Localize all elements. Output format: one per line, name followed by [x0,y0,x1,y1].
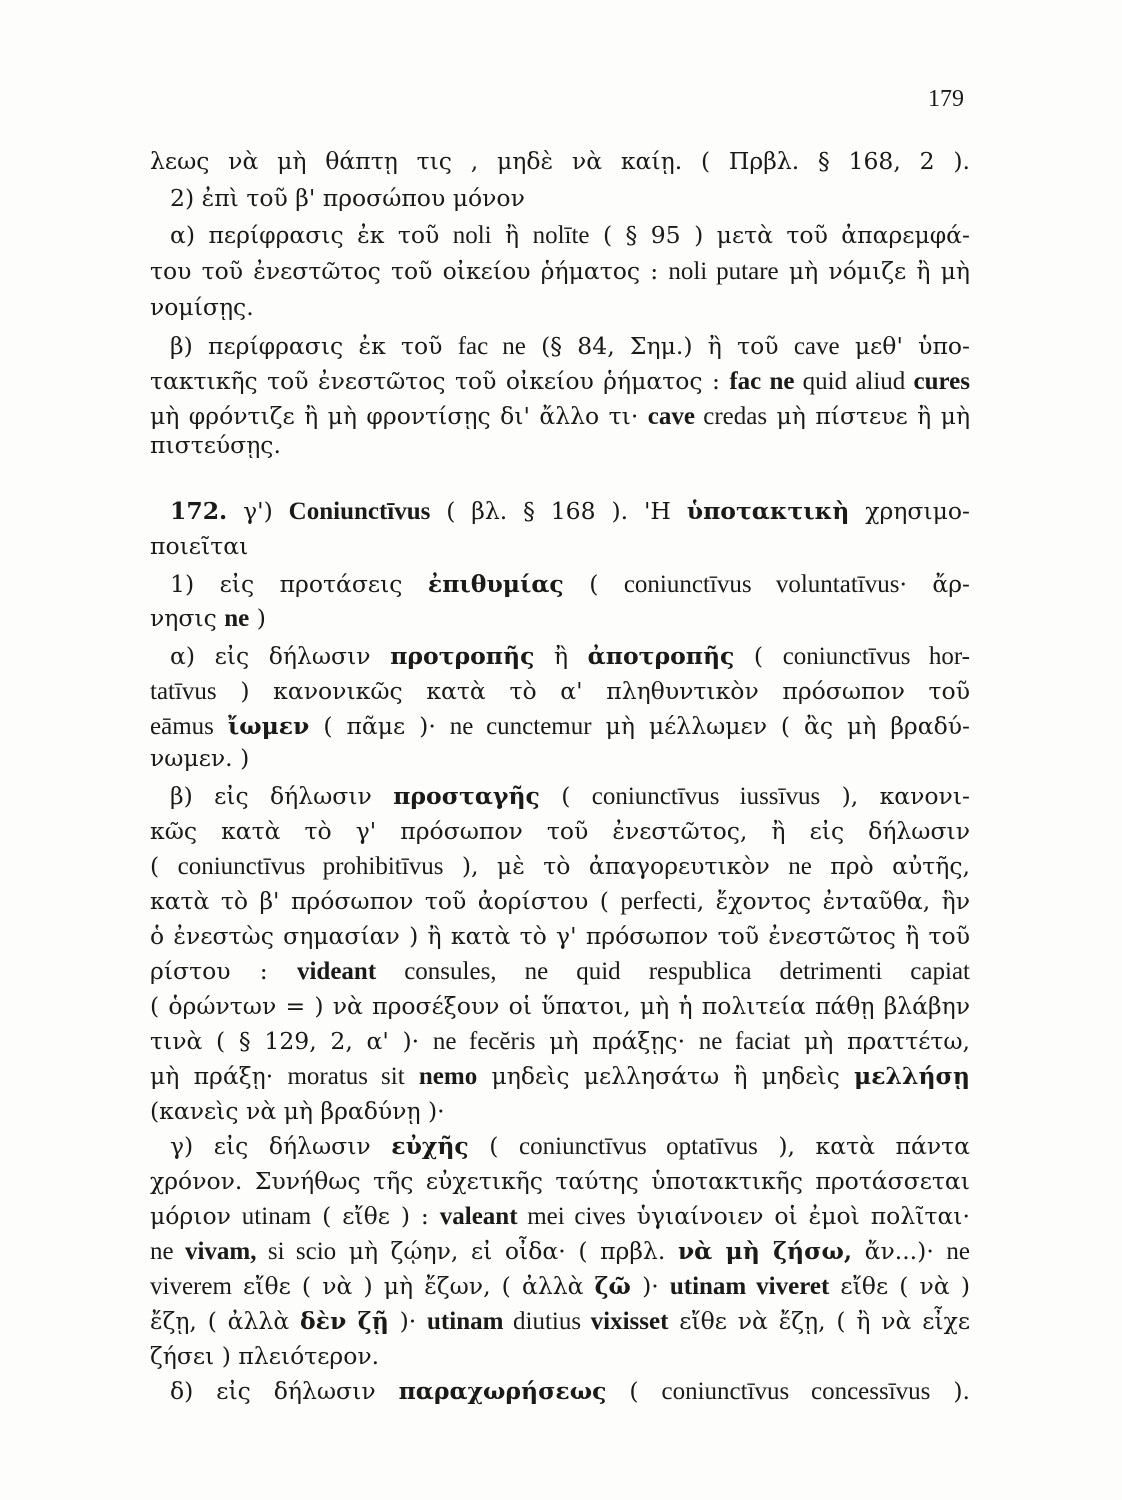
text-segment: πρὸ αὐτῆς, [811,852,970,880]
text-segment: ), κανονι- [820,782,970,810]
text-segment: α) περίφρασις ἐκ τοῦ [170,221,453,249]
bold-term: εὐχῆς [391,1132,469,1160]
bold-term: nemo [418,1063,478,1090]
text-segment: )· [388,1307,428,1335]
text-segment: μόριον [150,1202,242,1230]
text-segment: β) εἰς δήλωσιν [170,782,394,810]
text-line [150,851,970,881]
text-segment: α) εἰς δήλωσιν [170,642,391,670]
text-line [170,331,970,361]
text-line [170,1131,970,1161]
text-segment: μὴ πράξῃς· [535,1027,699,1055]
text-segment: ( [150,852,178,880]
text-segment: ( ὁρώντων = ) νὰ προσέξουν οἱ ὕπατοι, μὴ ἡ πολιτεία πάθῃ βλάβην [150,992,970,1020]
text-line [150,816,970,846]
text-segment: νομίσῃς. [150,293,254,321]
text-segment: ἢ [491,221,533,249]
text-segment: )· [630,1272,670,1300]
text-segment: μὴ πράξῃ· [150,1062,288,1090]
text-line [150,743,970,773]
bold-term: cave [647,403,695,430]
text-segment: μὴ φρόντιζε ἢ μὴ φροντίσῃς δι' ἄλλο τι· [150,402,648,430]
text-segment: μὴ πίστευε ἢ μὴ [767,402,970,430]
text-segment: 2) ἐπὶ τοῦ β' προσώπου μόνον [170,184,525,212]
text-segment: ( [606,1377,662,1405]
text-segment: credas [694,403,768,430]
text-line [150,531,970,561]
text-segment: μὴ ζῴην, εἰ οἶδα· ( πρβλ. [336,1237,678,1265]
text-line [150,1306,970,1336]
bold-term: ὑποτακτικὴ [686,497,850,525]
bold-term: valeant [439,1203,518,1230]
text-segment [214,712,228,740]
text-line [150,1061,970,1091]
bold-term: ζῶ [594,1272,631,1300]
bold-term: 172. [170,497,228,525]
bold-term: cures [913,368,970,395]
text-segment: ) κανονικῶς κατὰ τὸ α' πληθυντικὸν πρόσωπον τοῦ [240,677,970,705]
text-line [150,676,970,706]
text-segment: κῶς κατὰ τὸ γ' πρόσωπον τοῦ ἐνεστῶτος, ἢ εἰς δήλωσιν [150,817,970,845]
text-line [150,921,970,951]
text-segment: noli putare [668,258,779,285]
text-segment: νωμεν. ) [150,744,250,772]
text-segment: ), κατὰ πάντα [757,1132,970,1160]
text-segment: μηδεὶς μελλησάτω ἢ μηδεὶς [477,1062,855,1090]
text-segment: consules, ne quid respublica detrimenti capiat [376,958,970,985]
text-segment: τακτικῆς τοῦ ἐνεστῶτος τοῦ οἰκείου ῥήματος : [150,367,730,395]
page-number: 179 [928,86,964,112]
text-segment: μὴ πραττέτω, [790,1027,970,1055]
text-segment: ( βλ. § 168 ). 'Η [430,497,687,525]
text-line [150,1166,970,1196]
text-line [150,366,970,396]
text-line [150,256,970,286]
text-segment: utinam [241,1203,312,1230]
text-segment: diutius [503,1308,591,1335]
text-segment: μὴ νόμιζε ἢ μὴ [778,257,970,285]
text-segment: ( [563,570,624,598]
text-segment: si scio [256,1238,337,1265]
text-segment: noli [452,222,492,249]
text-segment: ( εἴθε ) : [311,1202,440,1230]
text-segment: coniunctīvus hor- [782,643,970,670]
text-segment: ἢ [534,642,588,670]
text-line [170,1376,970,1406]
text-segment: cave [793,333,840,360]
text-segment: ne [150,1238,185,1265]
bold-term: Coniunctīvus [288,498,431,525]
text-segment: · ἄρ- [899,570,970,598]
text-segment: fac ne [457,333,526,360]
text-segment: viverem [150,1273,232,1300]
text-line [150,1341,970,1371]
text-segment: ἔζῃ, ( ἀλλὰ [150,1307,300,1335]
text-segment: ne [788,853,812,880]
bold-term: fac ne [729,368,795,395]
text-line [150,956,970,986]
text-segment: ( [734,642,783,670]
text-line [150,146,970,176]
text-segment: ρίστου : [150,957,297,985]
text-line [150,430,970,460]
text-segment: perfecti [620,888,697,915]
text-line [150,886,970,916]
text-segment: ( πᾶμε )· [309,712,450,740]
text-segment: 1) εἰς προτάσεις [170,570,428,598]
text-segment: ποιεῖται [150,532,249,560]
text-segment: ) [249,604,266,632]
bold-term: ἐπιθυμίας [427,570,564,598]
text-segment [405,1062,419,1090]
text-segment: mei cives [517,1203,626,1230]
bold-term: ἀποτροπῆς [587,642,735,670]
text-segment: δ) εἰς δήλωσιν [170,1377,399,1405]
bold-term: utinam viveret [669,1273,830,1300]
bold-term: μελλήσῃ [854,1062,970,1090]
text-segment: ( [539,782,592,810]
text-segment: tatīvus [150,678,217,705]
text-segment: χρόνον. Συνήθως τῆς εὐχετικῆς ταύτης ὑποτακτικῆς προτάσσεται [150,1167,970,1195]
text-segment: ζήσει ) πλειότερον. [150,1342,380,1370]
text-segment: κατὰ τὸ β' πρόσωπον τοῦ ἀορίστου ( [150,887,621,915]
text-segment: νησις [150,604,225,632]
text-segment: ne cunctemur [449,713,592,740]
text-segment: ὁ ἐνεστὼς σημασίαν ) ἢ κατὰ τὸ γ' πρόσωπον τοῦ ἐνεστῶτος ἢ τοῦ [150,922,970,950]
text-segment: ne [946,1238,970,1265]
text-segment: coniunctīvus concessīvus [661,1378,931,1405]
text-segment: ). [930,1377,970,1405]
text-line [150,1271,970,1301]
text-segment: ( § 95 ) μετὰ τοῦ ἀπαρεμφά- [589,221,970,249]
text-line [150,711,970,741]
text-segment: του τοῦ ἐνεστῶτος τοῦ οἰκείου ῥήματος : [150,257,669,285]
text-segment: γ) εἰς δήλωσιν [170,1132,392,1160]
bold-term: ne [224,605,250,632]
bold-term: προσταγῆς [393,782,540,810]
bold-term: vivam, [184,1238,257,1265]
text-segment: coniunctīvus iussīvus [591,783,821,810]
text-segment: ἄν...)· [852,1237,947,1265]
text-segment: τινὰ ( § 129, 2, α' )· [150,1027,433,1055]
text-line [170,569,970,599]
text-segment: γ') [227,497,289,525]
text-line [150,1236,970,1266]
text-line [150,1026,970,1056]
text-segment: εἴθε ( νὰ ) μὴ ἔζων, ( ἀλλὰ [231,1272,595,1300]
text-segment: μεθ' ὑπο- [839,332,970,360]
text-segment: μὴ μέλλωμεν ( ἂς μὴ βραδύ- [591,712,970,740]
bold-term: παραχωρήσεως [398,1377,607,1405]
text-line [150,292,970,322]
bold-term: νὰ μὴ ζήσω, [677,1237,853,1265]
text-segment: εἴθε νὰ ἔζῃ, ( ἢ νὰ εἶχε [668,1307,970,1335]
text-segment: ὑγιαίνοιεν οἱ ἐμοὶ πολῖται· [625,1202,970,1230]
text-line [150,603,970,634]
text-segment: πιστεύσῃς. [150,431,281,459]
bold-term: videant [296,958,377,985]
text-segment: eāmus [150,713,214,740]
text-segment: χρησιμο- [849,497,970,525]
bold-term: ἴωμεν [227,712,310,740]
text-line [150,1096,970,1126]
bold-term: utinam [427,1308,504,1335]
text-segment: β) περίφρασις ἐκ τοῦ [170,332,458,360]
bold-term: vixisset [590,1308,669,1335]
text-segment: nolīte [532,222,590,249]
bold-term: δὲν ζῇ [300,1307,389,1335]
text-segment: moratus sit [287,1063,405,1090]
text-segment: ), μὲ τὸ ἀπαγορευτικὸν [443,852,789,880]
text-line [170,781,970,811]
text-line [150,401,970,431]
text-line [170,183,970,213]
text-segment: coniunctīvus prohibitīvus [177,853,444,880]
text-line [170,496,970,526]
text-segment: ( [468,1132,520,1160]
text-segment: λεως νὰ μὴ θάπτῃ τις , μηδὲ νὰ καίῃ. ( Πρβλ. § 168, 2 ). [150,147,970,175]
text-segment: ne fecĕris [432,1028,536,1055]
bold-term: προτροπῆς [390,642,535,670]
text-segment: ne faciat [698,1028,791,1055]
text-segment: εἴθε ( νὰ ) [829,1272,970,1300]
text-line [170,220,970,250]
text-segment: (κανεὶς νὰ μὴ βραδύνῃ )· [150,1097,445,1125]
text-segment: coniunctīvus optatīvus [519,1133,758,1160]
text-segment: coniunctīvus voluntatīvus [623,571,900,598]
text-segment: quid aliud [794,368,914,395]
text-line [170,641,970,671]
text-line [150,991,970,1021]
text-line [150,1201,970,1231]
text-segment: (§ 84, Σημ.) ἢ τοῦ [525,332,794,360]
text-segment: , ἔχοντος ἐνταῦθα, ἣν [696,887,970,915]
